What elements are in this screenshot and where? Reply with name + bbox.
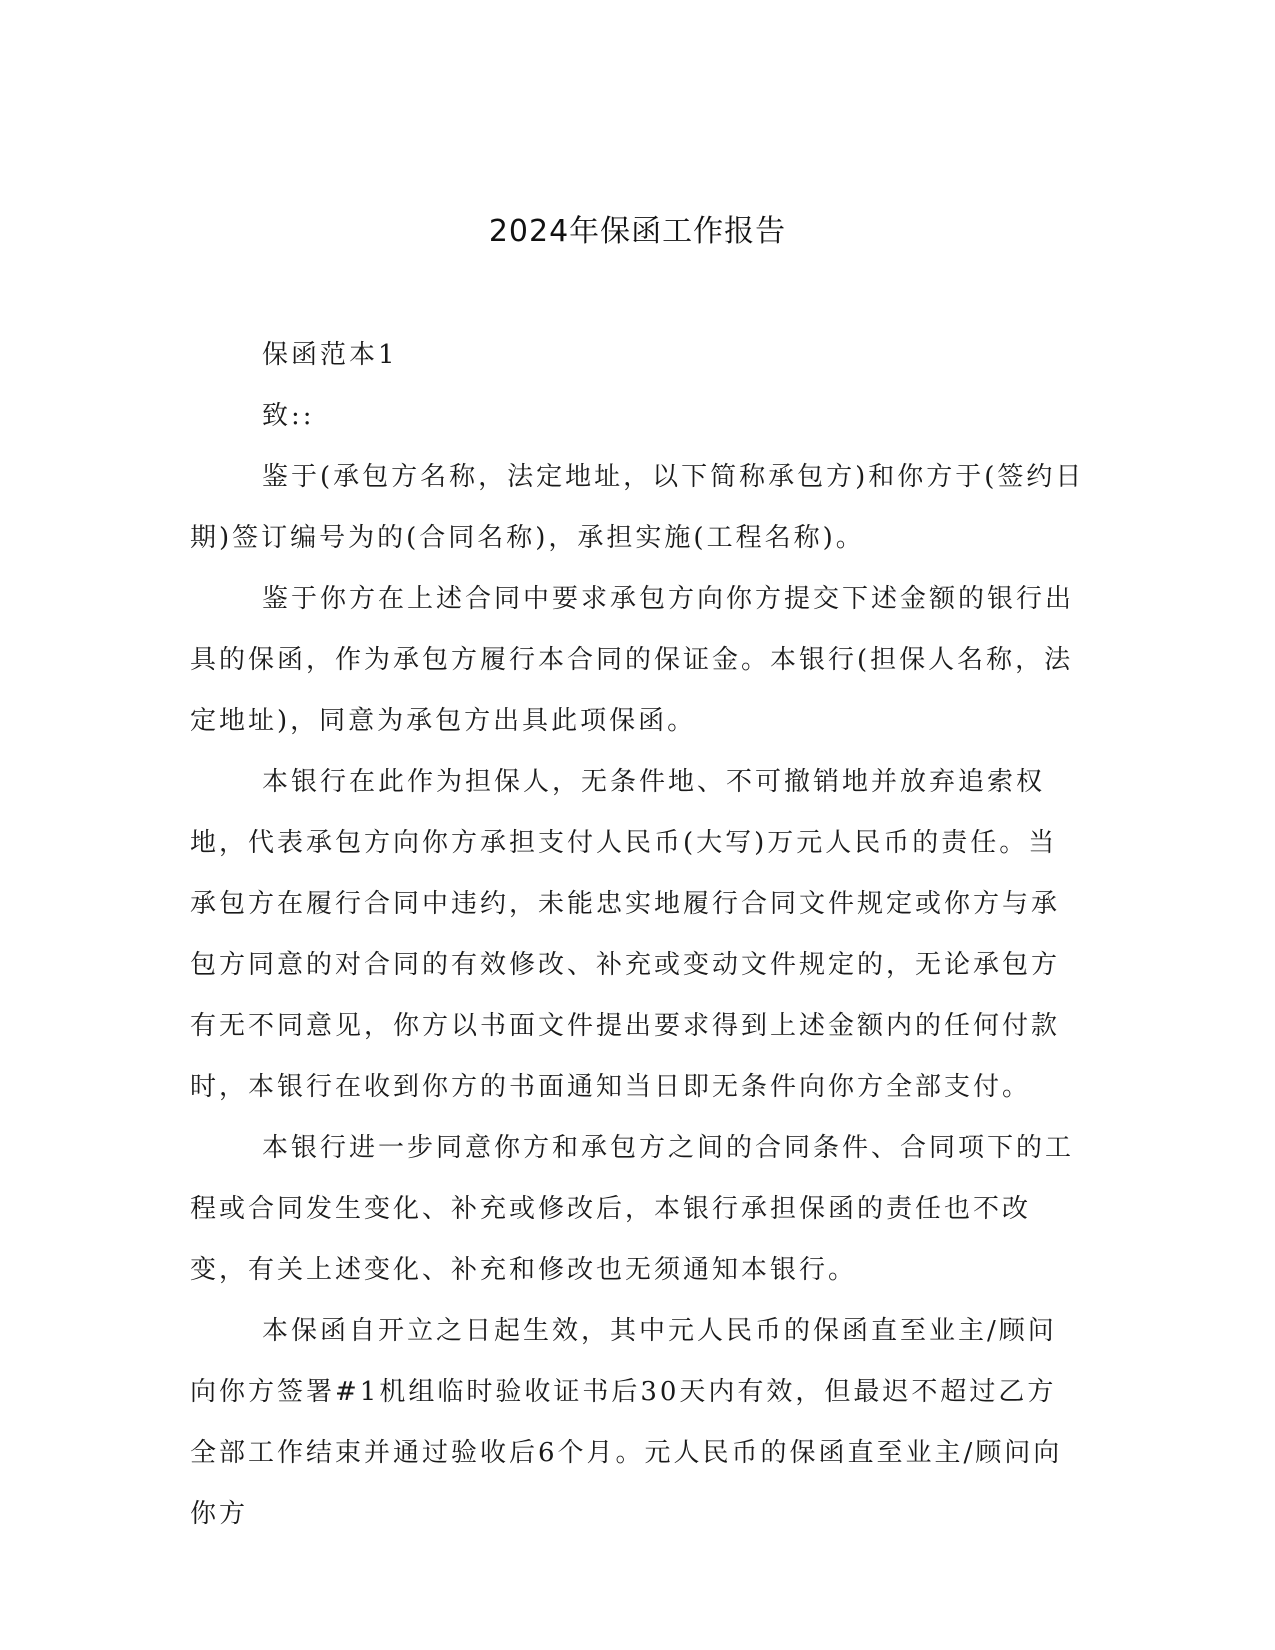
document-title: 2024年保函工作报告 xyxy=(488,214,787,249)
salutation: 致:: xyxy=(262,401,315,431)
paragraph-parties: 鉴于(承包方名称，法定地址，以下简称承包方)和你方于(签约日期)签订编号为的(合同名称)，承担实施(工程名称)。 xyxy=(190,462,1085,553)
paragraph-guarantor-liability: 本银行在此作为担保人，无条件地、不可撤销地并放弃追索权地，代表承包方向你方承担支付人民币(大写)万元人民币的责任。当承包方在履行合同中违约，未能忠实地履行合同文件规定或你方与承包方同意的对合同的有效修改、补充或变动文件规定的，无论承包方有无不同意见，你方以书面文件提出要求得到上述金额内的任何付款时，本银行在收到你方的书面通知当日即无条件向你方全部支付。 xyxy=(190,767,1061,1102)
document-body xyxy=(190,325,1085,1545)
paragraph-validity: 本保函自开立之日起生效，其中元人民币的保函直至业主/顾问向你方签署#1机组临时验收证书后30天内有效，但最迟不超过乙方全部工作结束并通过验收后6个月。元人民币的保函直至业主/顾问向你方 xyxy=(190,1316,1063,1529)
paragraph-guarantee-request: 鉴于你方在上述合同中要求承包方向你方提交下述金额的银行出具的保函，作为承包方履行本合同的保证金。本银行(担保人名称，法定地址)，同意为承包方出具此项保函。 xyxy=(190,584,1075,736)
template-heading: 保函范本1 xyxy=(262,340,398,370)
paragraph-contract-changes: 本银行进一步同意你方和承包方之间的合同条件、合同项下的工程或合同发生变化、补充或修改后，本银行承担保函的责任也不改变，有关上述变化、补充和修改也无须通知本银行。 xyxy=(190,1133,1075,1285)
